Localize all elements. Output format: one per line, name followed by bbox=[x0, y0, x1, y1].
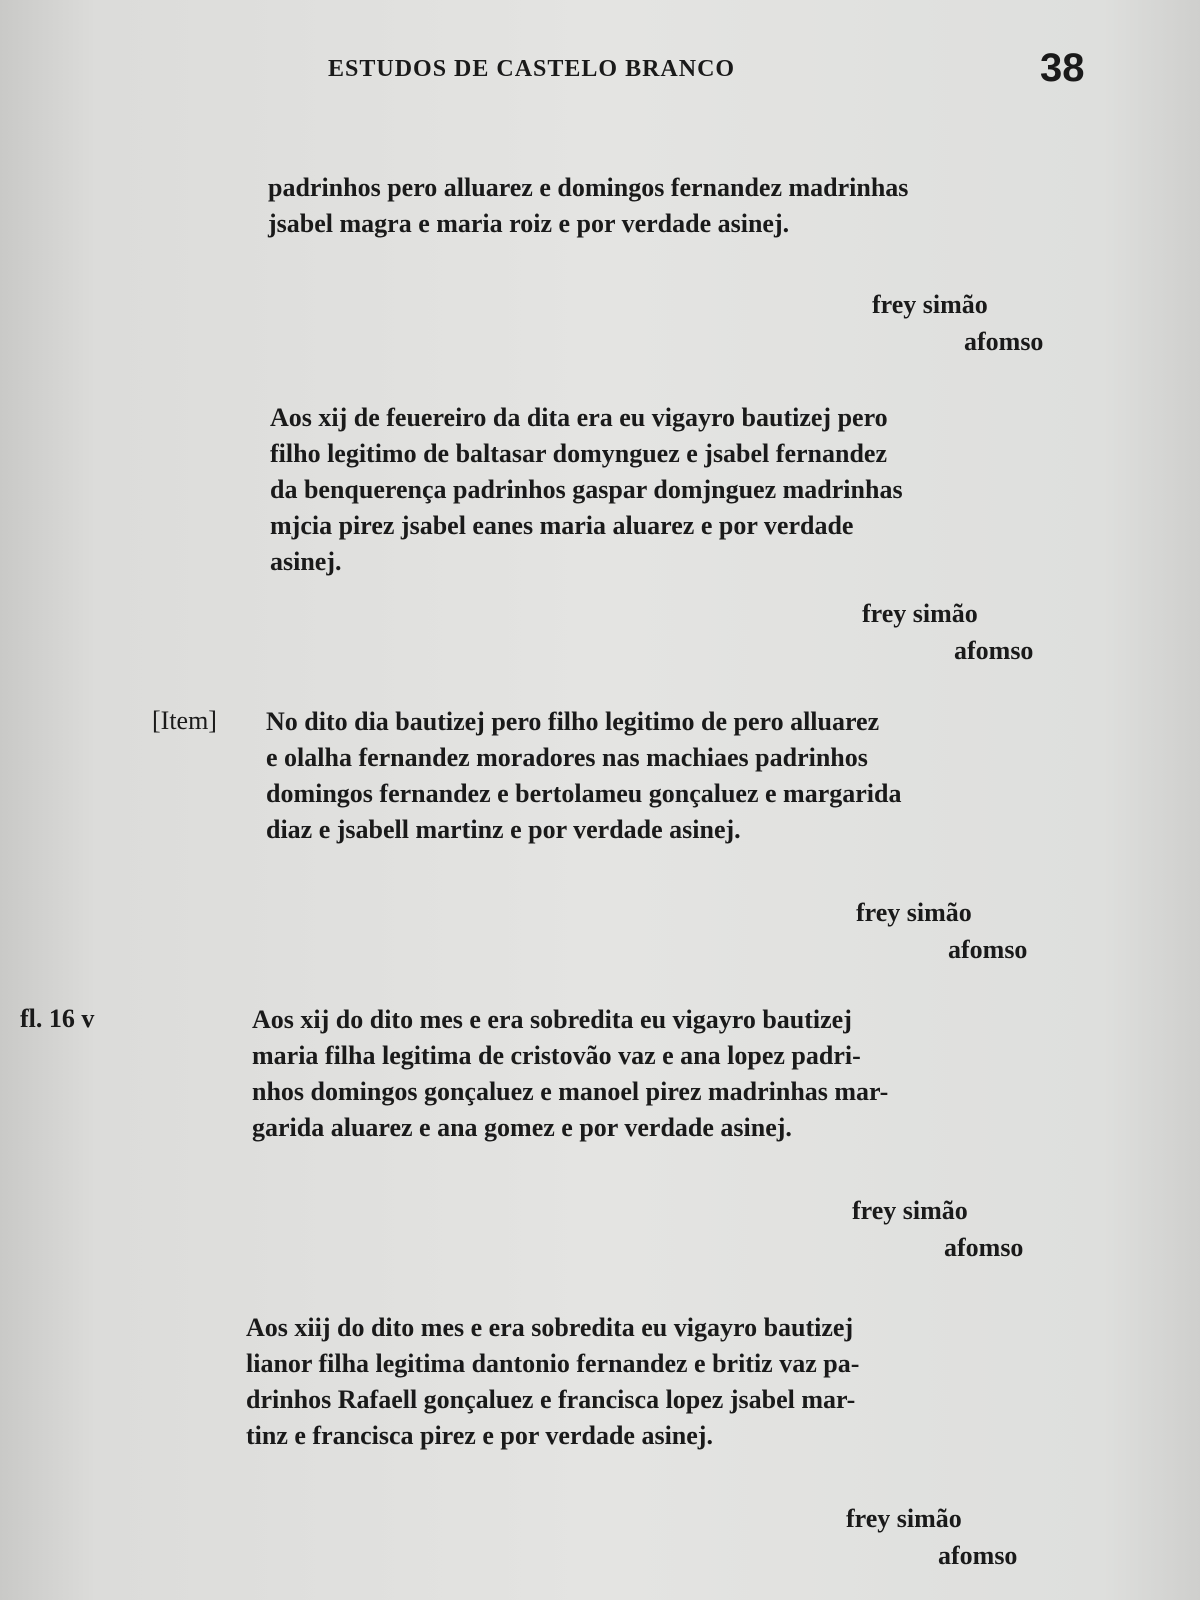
text-line: da benquerença padrinhos gaspar domjnguez madrinhas bbox=[270, 475, 903, 504]
folio-reference: fl. 16 v bbox=[20, 1004, 95, 1033]
signature-name: frey simão bbox=[852, 1196, 968, 1225]
signature-surname: afomso bbox=[944, 1233, 1024, 1262]
text-line: maria filha legitima de cristovão vaz e ana lopez padri- bbox=[252, 1041, 861, 1070]
text-line: diaz e jsabell martinz e por verdade asinej. bbox=[266, 815, 741, 844]
signature-surname: afomso bbox=[938, 1541, 1018, 1570]
text-line: e olalha fernandez moradores nas machiaes padrinhos bbox=[266, 743, 868, 772]
signature-surname: afomso bbox=[948, 935, 1028, 964]
baptism-entry bbox=[266, 704, 1126, 848]
signature bbox=[846, 1500, 1017, 1574]
text-line: jsabel magra e maria roiz e por verdade asinej. bbox=[268, 209, 790, 238]
signature bbox=[856, 894, 1027, 968]
page-header bbox=[0, 46, 1200, 90]
text-line: tinz e francisca pirez e por verdade asinej. bbox=[246, 1421, 713, 1450]
signature-name: frey simão bbox=[856, 898, 972, 927]
signature bbox=[862, 595, 1033, 669]
signature-name: frey simão bbox=[872, 290, 988, 319]
text-line: mjcia pirez jsabel eanes maria aluarez e por verdade bbox=[270, 511, 854, 540]
margin-item-tag: [Item] bbox=[152, 706, 217, 735]
running-title: ESTUDOS DE CASTELO BRANCO bbox=[328, 56, 736, 82]
signature-surname: afomso bbox=[964, 327, 1044, 356]
signature-name: frey simão bbox=[846, 1504, 962, 1533]
baptism-entry bbox=[268, 170, 1148, 242]
text-line: lianor filha legitima dantonio fernandez e britiz vaz pa- bbox=[246, 1349, 860, 1378]
signature bbox=[872, 286, 1043, 360]
text-line: Aos xiij do dito mes e era sobredita eu vigayro bautizej bbox=[246, 1313, 854, 1342]
baptism-entry bbox=[270, 400, 1140, 580]
text-line: Aos xij do dito mes e era sobredita eu vigayro bautizej bbox=[252, 1005, 852, 1034]
text-line: nhos domingos gonçaluez e manoel pirez madrinhas mar- bbox=[252, 1077, 889, 1106]
text-line: drinhos Rafaell gonçaluez e francisca lopez jsabel mar- bbox=[246, 1385, 856, 1414]
text-line: No dito dia bautizej pero filho legitimo de pero alluarez bbox=[266, 707, 880, 736]
text-line: garida aluarez e ana gomez e por verdade asinej. bbox=[252, 1113, 792, 1142]
page-number: 38 bbox=[1040, 46, 1085, 90]
baptism-entry bbox=[252, 1002, 1118, 1146]
text-line: domingos fernandez e bertolameu gonçaluez e margarida bbox=[266, 779, 902, 808]
text-line: padrinhos pero alluarez e domingos fernandez madrinhas bbox=[268, 173, 909, 202]
signature-surname: afomso bbox=[954, 636, 1034, 665]
text-line: filho legitimo de baltasar domynguez e jsabel fernandez bbox=[270, 439, 887, 468]
baptism-entry bbox=[246, 1310, 1114, 1454]
signature-name: frey simão bbox=[862, 599, 978, 628]
text-line: Aos xij de feuereiro da dita era eu vigayro bautizej pero bbox=[270, 403, 888, 432]
text-line: asinej. bbox=[270, 547, 342, 576]
signature bbox=[852, 1192, 1023, 1266]
